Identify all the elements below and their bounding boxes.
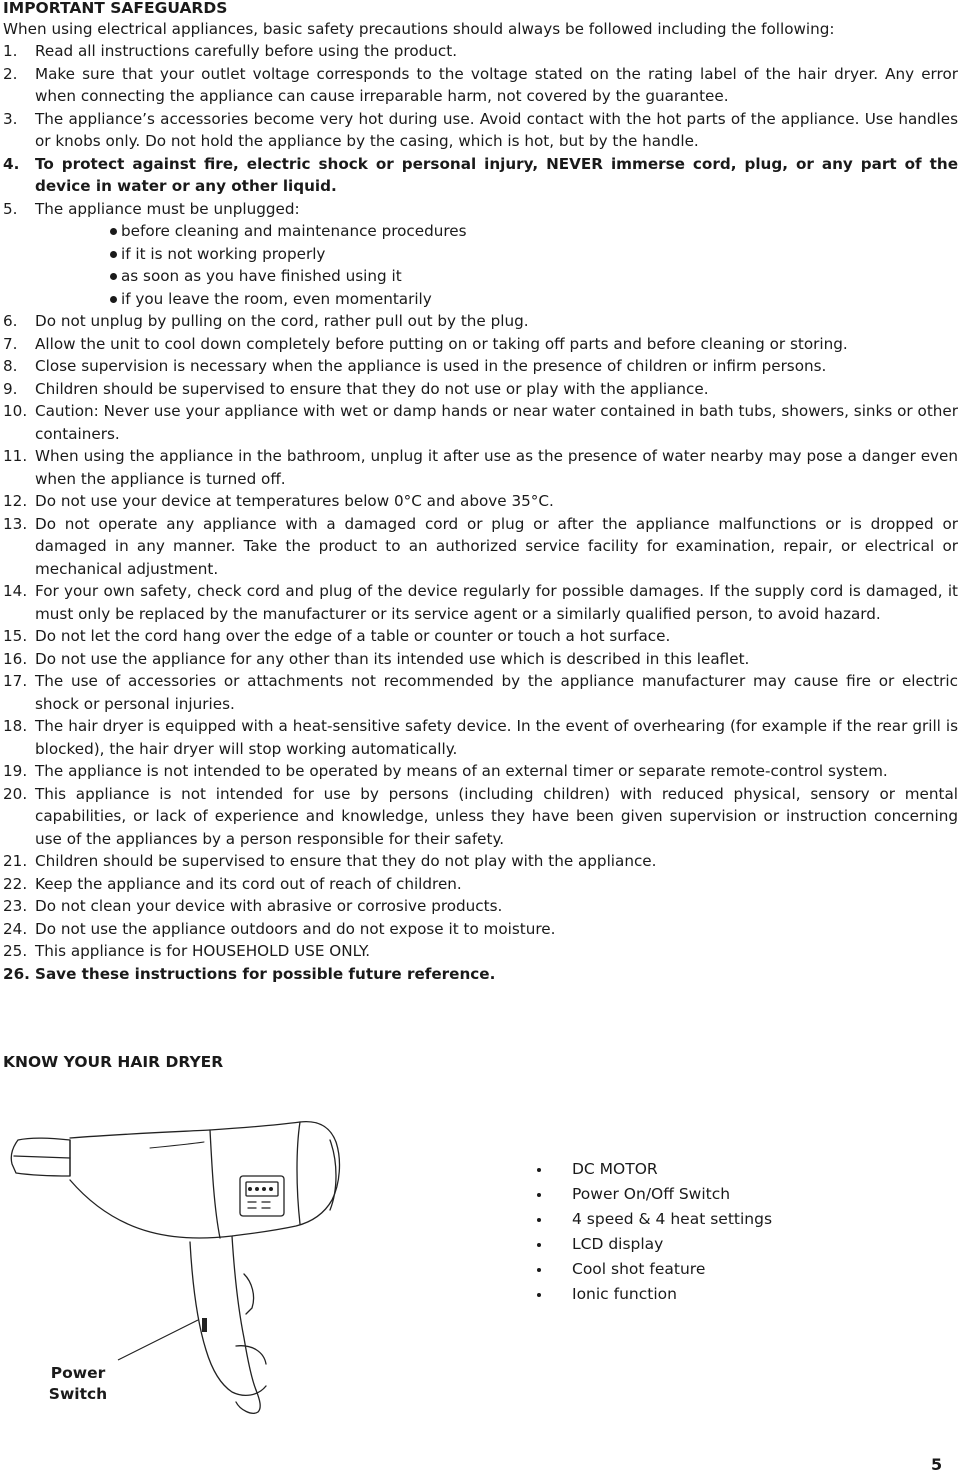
feature-item: DC MOTOR — [533, 1157, 772, 1182]
feature-item: Power On/Off Switch — [533, 1182, 772, 1207]
bullet-icon — [537, 1268, 541, 1272]
unplug-case-item: as soon as you have finished using it — [3, 265, 958, 288]
safeguard-item-3: 3. The appliance’s accessories become very hot during use. Avoid contact with the hot parts of the appliance. Use handles or knobs only. Do not hold the appliance by the casing, which is hot, but by the handle. — [3, 109, 958, 150]
unplug-case-item: before cleaning and maintenance procedures — [3, 220, 958, 243]
bullet-icon — [537, 1218, 541, 1222]
safeguard-item-10: 10. Caution: Never use your appliance with wet or damp hands or near water contained in bath tubs, showers, sinks or other containers. — [3, 402, 958, 443]
bullet-icon — [537, 1243, 541, 1247]
bullet-icon — [110, 251, 117, 258]
safeguard-item-1: 1. Read all instructions carefully before using the product. — [3, 42, 458, 60]
safeguard-item-17: 17. The use of accessories or attachments not recommended by the appliance manufacturer may cause fire or electric shock or personal injuries. — [3, 672, 958, 713]
bullet-icon — [537, 1293, 541, 1297]
unplug-cases — [3, 220, 958, 310]
bullet-icon — [110, 273, 117, 280]
safeguard-item-12: 12. Do not use your device at temperatures below 0°C and above 35°C. — [3, 492, 554, 510]
feature-item: LCD display — [533, 1232, 772, 1257]
safeguard-item-14: 14. For your own safety, check cord and plug of the device regularly for possible damages. If the supply cord is damaged, it must only be replaced by the manufacturer or its service agent or a similarly qualified person, to avoid hazard. — [3, 582, 958, 623]
important-safeguards-heading: IMPORTANT SAFEGUARDS — [3, 0, 228, 17]
safeguard-item-22: 22. Keep the appliance and its cord out of reach of children. — [3, 874, 462, 893]
unplug-case-item: if you leave the room, even momentarily — [3, 288, 958, 311]
safeguards-list — [3, 40, 958, 985]
bullet-icon — [537, 1168, 541, 1172]
bullet-icon — [537, 1193, 541, 1197]
page-number: 5 — [931, 1455, 943, 1474]
feature-item: Ionic function — [533, 1282, 772, 1307]
safeguard-item-24: 24. Do not use the appliance outdoors and do not expose it to moisture. — [3, 919, 556, 938]
safeguard-item-2: 2. Make sure that your outlet voltage corresponds to the voltage stated on the rating label of the hair dryer. Any error when connecting the appliance can cause irreparable harm, not covered by the guarantee. — [3, 64, 958, 105]
safeguard-item-13: 13. Do not operate any appliance with a damaged cord or plug or after the appliance malfunctions or is dropped or damaged in any manner. Take the product to an authorized service facility for examination, repair, or electrical or mechanical adjustment. — [3, 514, 958, 578]
safeguard-item-9: 9. Children should be supervised to ensure that they do not use or play with the appliance. — [3, 379, 709, 398]
bullet-icon — [110, 228, 117, 235]
safeguard-item-4: 4. To protect against fire, electric shock or personal injury, NEVER immerse cord, plug, or any part of the device in water or any other liquid. — [3, 154, 958, 195]
safeguard-item-15: 15. Do not let the cord hang over the edge of a table or counter or touch a hot surface. — [3, 627, 671, 645]
safeguards-intro: When using electrical appliances, basic safety precautions should always be followed including the following: — [3, 20, 835, 38]
safeguard-item-7: 7. Allow the unit to cool down completely before putting on or taking off parts and before cleaning or storing. — [3, 334, 848, 353]
bullet-icon — [110, 296, 117, 303]
safeguard-item-6: 6. Do not unplug by pulling on the cord, rather pull out by the plug. — [3, 312, 529, 330]
feature-item: 4 speed & 4 heat settings — [533, 1207, 772, 1232]
safeguard-item-16: 16. Do not use the appliance for any other than its intended use which is described in this leaflet. — [3, 649, 750, 668]
safeguard-item-23: 23. Do not clean your device with abrasive or corrosive products. — [3, 897, 503, 915]
feature-item: Cool shot feature — [533, 1257, 772, 1282]
safeguard-item-26: 26. Save these instructions for possible future reference. — [3, 964, 496, 983]
safeguard-item-8: 8. Close supervision is necessary when the appliance is used in the presence of children or infirm persons. — [3, 357, 827, 375]
unplug-cases-list — [3, 220, 958, 310]
safeguard-item-19: 19. The appliance is not intended to be operated by means of an external timer or separate remote-control system. — [3, 762, 888, 780]
know-your-hair-dryer-heading: KNOW YOUR HAIR DRYER — [3, 1053, 224, 1071]
safeguard-item-5: 5. The appliance must be unplugged: — [3, 199, 300, 218]
safeguard-item-18: 18. The hair dryer is equipped with a heat-sensitive safety device. In the event of overhearing (for example if the rear grill is blocked), the hair dryer will stop working automatically. — [3, 717, 958, 758]
unplug-case-item: if it is not working properly — [3, 243, 958, 266]
power-switch-label: Power Switch — [48, 1364, 108, 1403]
safeguard-item-21: 21. Children should be supervised to ensure that they do not play with the appliance. — [3, 852, 657, 870]
features-list — [533, 1157, 772, 1307]
safeguard-item-11: 11. When using the appliance in the bathroom, unplug it after use as the presence of water nearby may pose a danger even when the appliance is turned off. — [3, 447, 958, 488]
safeguard-item-20: 20. This appliance is not intended for use by persons (including children) with reduced physical, sensory or mental capabilities, or lack of experience and knowledge, unless they have been given supervision or instruction concerning use of the appliances by a person responsible for their safety. — [3, 784, 958, 848]
safeguard-item-25: 25. This appliance is for HOUSEHOLD USE ONLY. — [3, 942, 371, 960]
